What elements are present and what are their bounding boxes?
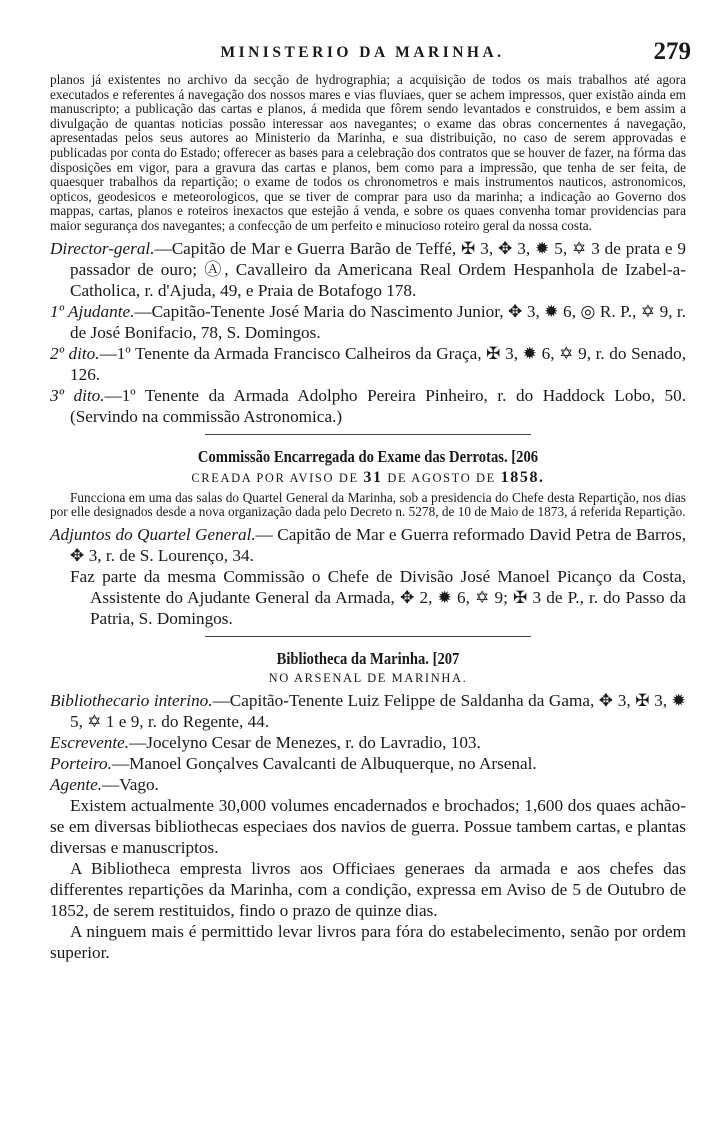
staff-text: —Vago. [102, 774, 159, 794]
intro-paragraph: planos já existentes no archivo da secção de hydrographia; a acquisição de todos os mais trabalhos até agora executados e referentes á navegação dos nossos mares e vias fluviaes, quer se achem impressos, quer existão ainda em manuscripto; a publicação das cartas e planos, á medida que fôrem sendo levantados e construidos, e bem assim a divulgação de quantas noticias possão interessar aos navegantes; o exame das obras concernentes á navegação, apresentadas pelos seus autores ao Ministerio da Marinha, e sua distribuição, no caso de serem approvadas e publicadas por conta do Estado; offerecer as bases para a celebração dos contratos que se houver de fazer, na fórma das disposições em vigor, para a gravura das cartas e planos, bem como para a impressão, que tenha de ser feita, de quaesquer trabalhos da repartição; o exame de todos os chronometros e mais instrumentos nauticos, astronomicos, opticos, geodesicos e meteorologicos, que se tiver de comprar para uso da marinha; a indicação ao Governo dos mappas, cartas, planos e roteiros inexactos que estejão á venda, e sobre os quaes convenha tomar providencias para maior segurança dos navegantes; a confecção de um perfeito e minucioso roteiro geral da nossa costa. [50, 72, 686, 233]
staff-text: —1º Tenente da Armada Adolpho Pereira Pinheiro, r. do Haddock Lobo, 50. (Servindo na commissão Astronomica.) [70, 385, 686, 426]
staff-text: —Jocelyno Cesar de Menezes, r. do Lavradio, 103. [129, 732, 481, 752]
staff-2-dito [50, 343, 686, 385]
staff-3-dito [50, 385, 686, 427]
section-subtitle-commissao: CREADA POR AVISO DE 31 DE AGOSTO DE 1858. [191, 468, 545, 486]
staff-label: Agente. [50, 774, 103, 794]
section-subtitle-bibliotheca: NO ARSENAL DE MARINHA. [268, 670, 468, 685]
running-header [0, 38, 725, 68]
section-title-bibliotheca: Bibliotheca da Marinha. [207 [276, 648, 460, 668]
staff-text: —Manoel Gonçalves Cavalcanti de Albuquerque, no Arsenal. [111, 753, 537, 773]
running-title: MINISTERIO DA MARINHA. [220, 44, 505, 61]
staff-label: Bibliothecario interino. [50, 690, 213, 710]
bibliotheca-paragraph: Existem actualmente 30,000 volumes encadernados e brochados; 1,600 dos quaes achão-se em diversas bibliothecas especiaes dos navios de guerra. Possue tambem cartas, e plantas diversas e manuscriptos. [50, 795, 686, 857]
staff-label: 2º dito. [50, 343, 100, 363]
staff-agente [50, 774, 686, 795]
adjuntos-label: Adjuntos do Quartel General. [50, 524, 256, 544]
staff-label: Escrevente. [50, 732, 130, 752]
staff-porteiro [50, 753, 686, 774]
staff-label: Director-geral. [50, 238, 155, 258]
commissao-paragraph: Funcciona em uma das salas do Quartel General da Marinha, sob a presidencia do Chefe desta Repartição, nos dias por elle designados desde a nova organização dada pelo Decreto n. 5278, de 10 de Maio de 1873, á referida Repartição. [50, 489, 686, 520]
page-number: 279 [653, 38, 691, 65]
bibliotheca-paragraph: A Bibliotheca empresta livros aos Officiaes generaes da armada e aos chefes das differentes repartições da Marinha, com a condição, expressa em Aviso de 5 de Outubro de 1852, de serem restituidos, findo o prazo de quinze dias. [50, 858, 686, 920]
section-divider [205, 434, 531, 435]
adjuntos-text: — Capitão de Mar e Guerra reformado David Petra de Barros, ✥ 3, r. de S. Lourenço, 34. [70, 524, 686, 565]
bibliotheca-paragraph: A ninguem mais é permittido levar livros para fóra do estabelecimento, senão por ordem superior. [50, 921, 686, 962]
staff-label: 1º Ajudante. [50, 301, 135, 321]
page-body [50, 73, 686, 963]
staff-director-geral [50, 238, 686, 301]
staff-escrevente [50, 732, 686, 753]
staff-label: Porteiro. [50, 753, 112, 773]
staff-text: —Capitão-Tenente Luiz Felippe de Saldanha da Gama, ✥ 3, ✠ 3, ✹ 5, ✡ 1 e 9, r. do Regente, 44. [70, 690, 686, 731]
staff-label: 3º dito. [50, 385, 105, 405]
staff-text: —1º Tenente da Armada Francisco Calheiros da Graça, ✠ 3, ✹ 6, ✡ 9, r. do Senado, 126. [70, 343, 686, 384]
staff-bibliothecario [50, 690, 686, 732]
staff-1-ajudante [50, 301, 686, 343]
staff-text: —Capitão de Mar e Guerra Barão de Teffé, ✠ 3, ✥ 3, ✹ 5, ✡ 3 de prata e 9 passador de ouro; Ⓐ, Cavalleiro da Americana Real Ordem Hespanhola de Izabel-a-Catholica, r. d'Ajuda, 49, e Praia de Botafogo 178. [70, 238, 686, 300]
faz-parte-entry: Faz parte da mesma Commissão o Chefe de Divisão José Manoel Picanço da Costa, Assistente do Ajudante General da Armada, ✥ 2, ✹ 6, ✡ 9; ✠ 3 de P., r. do Passo da Patria, S. Domingos. [70, 566, 686, 628]
adjuntos-entry [50, 524, 686, 566]
section-title-commissao: Commissão Encarregada do Exame das Derrotas. [206 [197, 446, 539, 466]
staff-text: —Capitão-Tenente José Maria do Nascimento Junior, ✥ 3, ✹ 6, ◎ R. P., ✡ 9, r. de José Bonifacio, 78, S. Domingos. [70, 301, 687, 342]
section-divider [205, 636, 531, 637]
